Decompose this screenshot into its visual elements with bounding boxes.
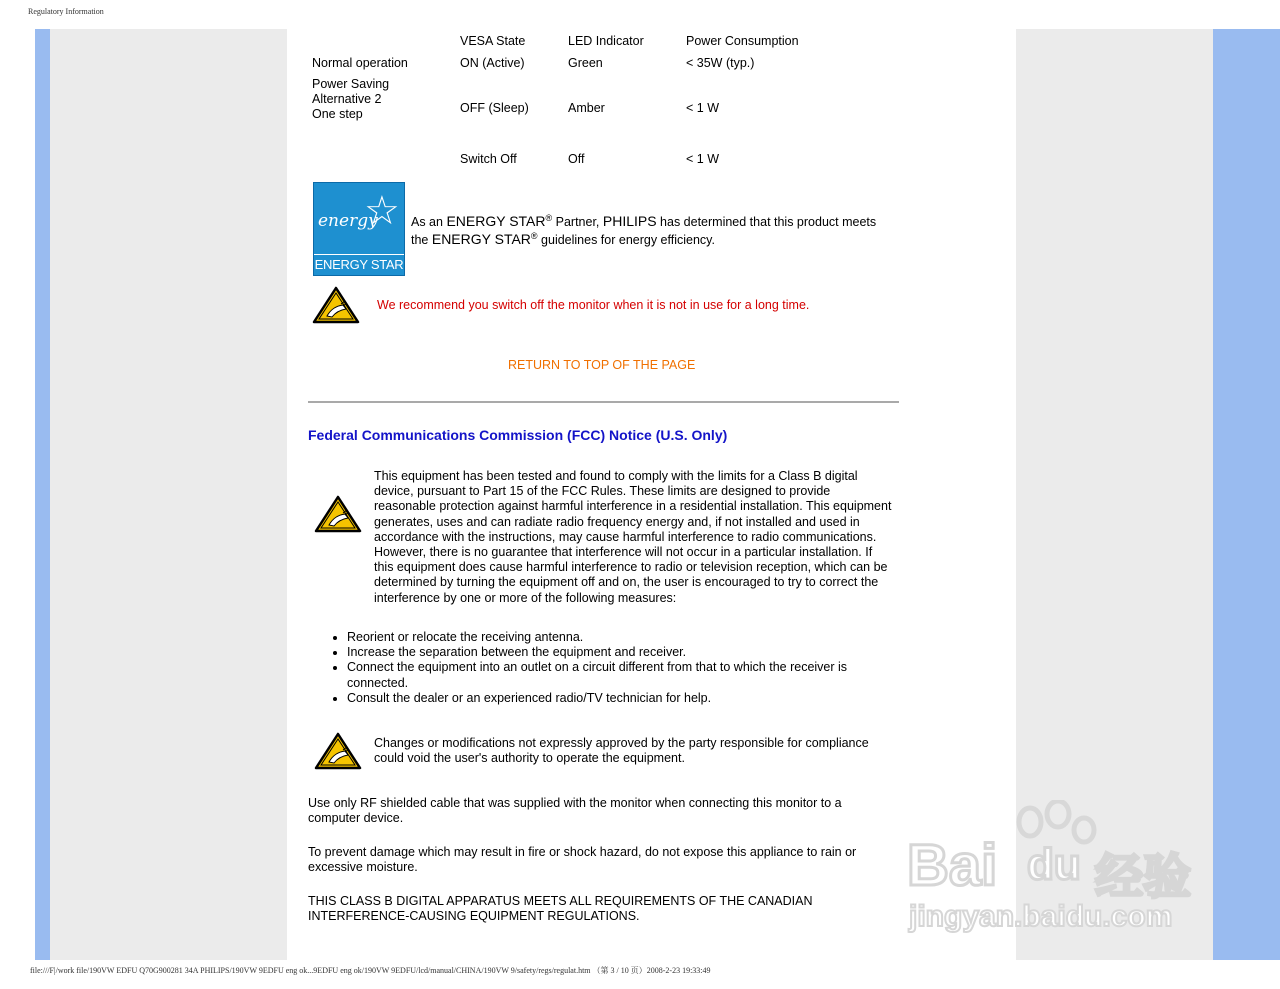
- row-off-vesa: Switch Off: [460, 152, 517, 166]
- watermark-brand-bai: Bai: [907, 833, 998, 898]
- energy-star-logo: [313, 182, 405, 276]
- rf-cable-paragraph: Use only RF shielded cable that was supplied with the monitor when connecting this monitor to a computer device.: [308, 796, 842, 826]
- es-text-f: has determined that this product meets: [656, 215, 877, 230]
- row-normal-power: < 35W (typ.): [686, 56, 755, 70]
- watermark-brand-du: du: [1027, 840, 1081, 889]
- es-text-c: ®: [545, 213, 553, 223]
- right-blue-margin: [1213, 29, 1280, 960]
- row-saving-mode-line3: One step: [312, 107, 363, 121]
- star-icon: ☆: [364, 189, 400, 233]
- header-led-indicator: LED Indicator: [568, 34, 644, 48]
- fcc-changes-paragraph: Changes or modifications not expressly approved by the party responsible for compliance could void the user's authority to operate the equipment.: [374, 736, 869, 766]
- es-text-i: ®: [530, 231, 538, 241]
- row-saving-mode-line2: Alternative 2: [312, 92, 382, 106]
- fcc-notice-paragraph: This equipment has been tested and found to comply with the limits for a Class B digital device, pursuant to Part 15 of the FCC Rules. These limits are designed to provide reasonable protection against harmful interference in a residential installation. This equipment generates, uses and can radiate radio frequency energy and, if not installed and used in accordance with the instructions, may cause harmful interference to radio communications. However, there is no guarantee that interference will not occur in a particular installation. If this equipment does cause harmful interference to radio or television reception, which can be determined by turning the equipment off and on, the user is encouraged to try to correct the interference by one or more of the following measures:: [374, 469, 892, 605]
- row-off-led: Off: [568, 152, 585, 166]
- es-text-b: ENERGY STAR: [446, 213, 546, 230]
- fcc-measures-list: [325, 630, 887, 706]
- row-normal-mode: Normal operation: [312, 56, 408, 70]
- energy-star-logo-label: ENERGY STAR: [314, 254, 404, 275]
- es-text-h: ENERGY STAR: [431, 231, 531, 248]
- row-saving-led: Amber: [568, 101, 605, 115]
- warning-icon: [314, 731, 362, 771]
- print-header: Regulatory Information: [28, 7, 104, 16]
- fcc-section-title: Federal Communications Commission (FCC) Notice (U.S. Only): [308, 427, 728, 443]
- energy-star-script: energy: [318, 211, 378, 231]
- moisture-warning-paragraph: To prevent damage which may result in fire or shock hazard, do not expose this appliance to rain or excessive moisture.: [308, 845, 857, 875]
- list-item: • Reorient or relocate the receiving antenna.: [347, 630, 887, 645]
- warning-icon: [314, 494, 362, 534]
- row-saving-vesa: OFF (Sleep): [460, 101, 529, 115]
- header-vesa-state: VESA State: [460, 34, 526, 48]
- return-to-top-link[interactable]: RETURN TO TOP OF THE PAGE: [508, 358, 696, 372]
- canadian-regulation-paragraph: THIS CLASS B DIGITAL APPARATUS MEETS ALL REQUIREMENTS OF THE CANADIAN INTERFERENCE-CAUSING EQUIPMENT REGULATIONS.: [308, 894, 813, 924]
- list-item: • Consult the dealer or an experienced radio/TV technician for help.: [347, 691, 887, 706]
- es-text-d: Partner,: [552, 215, 603, 230]
- energy-star-statement-line2: [411, 229, 715, 248]
- row-saving-mode-line1: Power Saving: [312, 77, 390, 91]
- warning-icon: [312, 285, 360, 325]
- left-blue-margin: [35, 29, 50, 960]
- row-normal-led: Green: [568, 56, 603, 70]
- row-normal-vesa: ON (Active): [460, 56, 525, 70]
- es-text-g: the: [411, 233, 432, 248]
- es-text-j: guidelines for energy efficiency.: [537, 233, 715, 248]
- row-off-power: < 1 W: [686, 152, 719, 166]
- list-item: • Connect the equipment into an outlet on a circuit different from that to which the receiver is connected.: [347, 660, 887, 690]
- header-power-consumption: Power Consumption: [686, 34, 799, 48]
- es-text-e: PHILIPS: [602, 213, 657, 230]
- watermark-url: jingyan.baidu.com: [909, 900, 1173, 933]
- list-item: • Increase the separation between the equipment and receiver.: [347, 645, 887, 660]
- watermark-brand-cn: 经验: [1095, 849, 1192, 905]
- print-footer: file:///F|/work file/190VW EDFU Q70G900281 34A PHILIPS/190VW 9EDFU eng ok...9EDFU eng ok/190VW 9EDFU/lcd/manual/CHINA/190VW 9/safety/regs/regulat.htm （第 3 / 10 页）2008-2-23 19:33:49: [30, 966, 711, 975]
- section-divider: [308, 401, 899, 403]
- energy-star-statement-line1: [411, 211, 876, 230]
- row-saving-power: < 1 W: [686, 101, 719, 115]
- recommend-switch-off-text: We recommend you switch off the monitor when it is not in use for a long time.: [377, 298, 810, 312]
- left-grey-panel: [50, 29, 287, 960]
- es-text-a: As an: [411, 215, 447, 230]
- baidu-jingyan-watermark: [905, 800, 1205, 950]
